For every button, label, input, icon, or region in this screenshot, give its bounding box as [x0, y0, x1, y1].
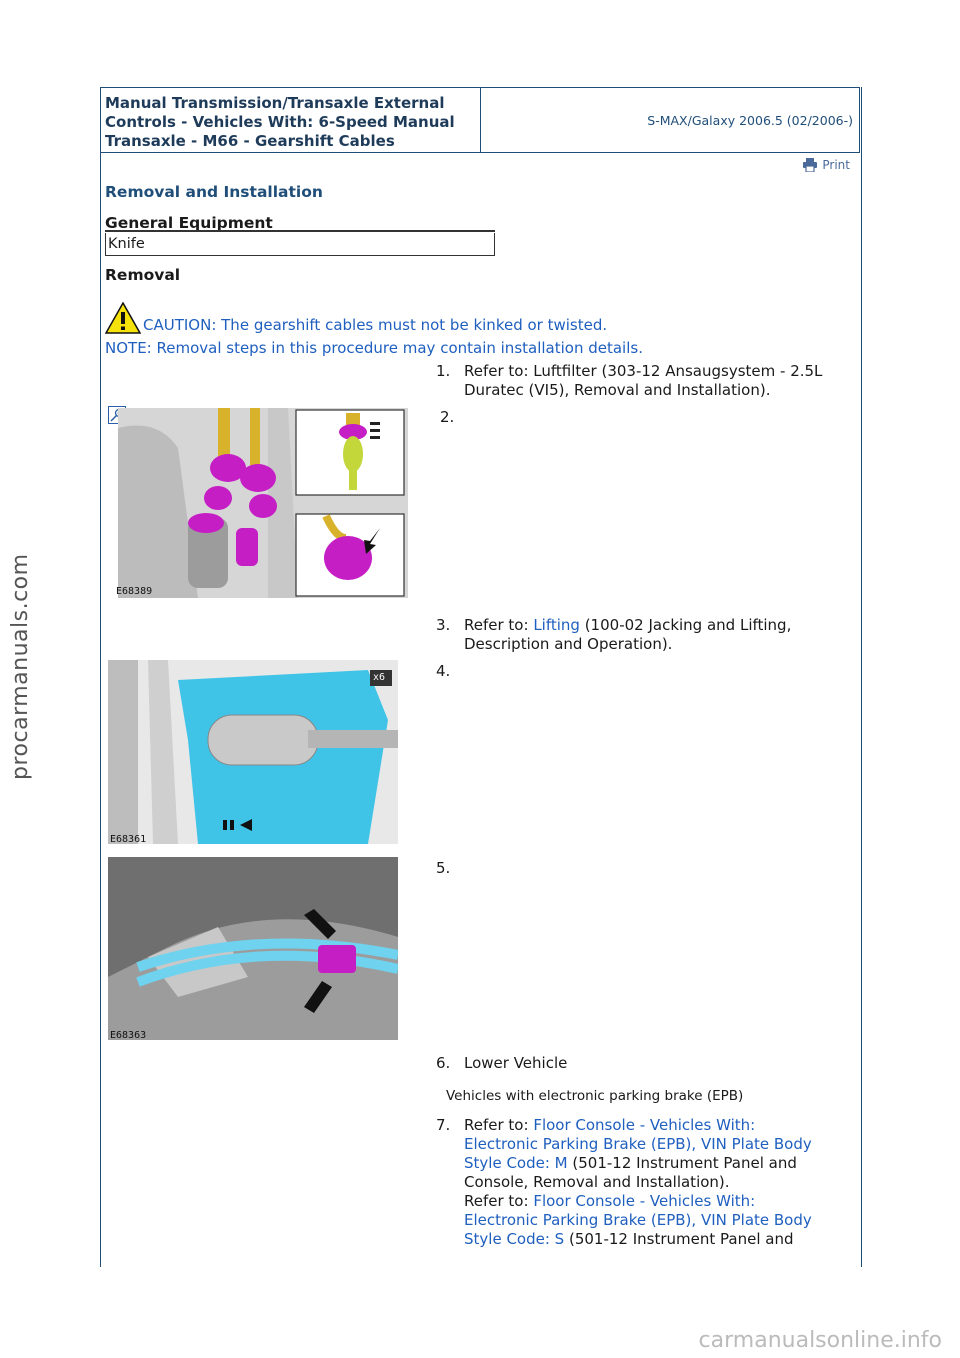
- figure-heat-shield: [108, 660, 398, 844]
- step-text: (100-02 Jacking and Lifting,: [579, 616, 792, 634]
- figure-id: E68363: [110, 1030, 147, 1041]
- figure-id: E68361: [110, 834, 147, 845]
- document-header: [100, 87, 860, 153]
- caution-text: CAUTION: The gearshift cables must not be kinked or twisted.: [143, 316, 608, 334]
- print-button[interactable]: [802, 158, 850, 172]
- step-number: 7.: [436, 1116, 451, 1134]
- equipment-table-rule: [105, 230, 495, 232]
- floor-console-s-link[interactable]: Electronic Parking Brake (EPB), VIN Plate Body: [464, 1211, 812, 1229]
- section-title: Removal and Installation: [105, 183, 323, 201]
- step-text: Description and Operation).: [464, 635, 673, 653]
- step-text: Refer to: Luftfilter (303-12 Ansaugsystem - 2.5L: [464, 362, 823, 380]
- step-number: 5.: [436, 859, 451, 877]
- floor-console-m-link[interactable]: Style Code: M: [464, 1154, 568, 1172]
- step-text: Refer to:: [464, 1192, 534, 1210]
- step-text: Refer to:: [464, 616, 534, 634]
- multiplier-badge: x6: [373, 672, 386, 683]
- caution-block: [105, 302, 607, 334]
- step-text: Console, Removal and Installation).: [464, 1173, 730, 1191]
- printer-icon: [802, 158, 818, 172]
- step-text: Lower Vehicle: [464, 1054, 568, 1072]
- step-number: 1.: [436, 362, 451, 380]
- figure-id: E68389: [116, 586, 153, 597]
- step-number: 4.: [436, 662, 451, 680]
- note-text: NOTE: Removal steps in this procedure may contain installation details.: [105, 339, 643, 357]
- step-number: 3.: [436, 616, 451, 634]
- print-label: Print: [822, 158, 850, 172]
- figure-cable-clips: [108, 857, 398, 1040]
- title-line-1: Manual Transmission/Transaxle External: [105, 94, 445, 112]
- step-text: (501-12 Instrument Panel and: [564, 1230, 794, 1248]
- procedure-title: [101, 88, 481, 152]
- lifting-link[interactable]: Lifting: [533, 616, 580, 634]
- equipment-item: Knife: [105, 233, 495, 256]
- title-line-3: Transaxle - M66 - Gearshift Cables: [105, 132, 395, 150]
- step-text: Refer to:: [464, 1116, 534, 1134]
- side-watermark: procarmanuals.com: [8, 553, 33, 780]
- title-line-2: Controls - Vehicles With: 6-Speed Manual: [105, 113, 455, 131]
- step-text: Duratec (VI5), Removal and Installation).: [464, 381, 771, 399]
- warning-icon: [105, 302, 141, 334]
- floor-console-m-link[interactable]: Floor Console - Vehicles With:: [533, 1116, 756, 1134]
- step-number: 2.: [440, 408, 455, 426]
- equipment-heading: General Equipment: [105, 214, 273, 232]
- floor-console-m-link[interactable]: Electronic Parking Brake (EPB), VIN Plate Body: [464, 1135, 812, 1153]
- floor-console-s-link[interactable]: Style Code: S: [464, 1230, 565, 1248]
- step-text: (501-12 Instrument Panel and: [567, 1154, 797, 1172]
- vehicle-model: [481, 88, 859, 152]
- figure-gearshift-cable-connectors: [118, 408, 408, 598]
- epb-subheading: Vehicles with electronic parking brake (EPB): [446, 1088, 744, 1104]
- bottom-watermark: carmanualsonline.info: [698, 1328, 942, 1353]
- floor-console-s-link[interactable]: Floor Console - Vehicles With:: [533, 1192, 756, 1210]
- model-label: S-MAX/Galaxy 2006.5 (02/2006-): [647, 112, 853, 128]
- step-number: 6.: [436, 1054, 451, 1072]
- removal-heading: Removal: [105, 266, 181, 284]
